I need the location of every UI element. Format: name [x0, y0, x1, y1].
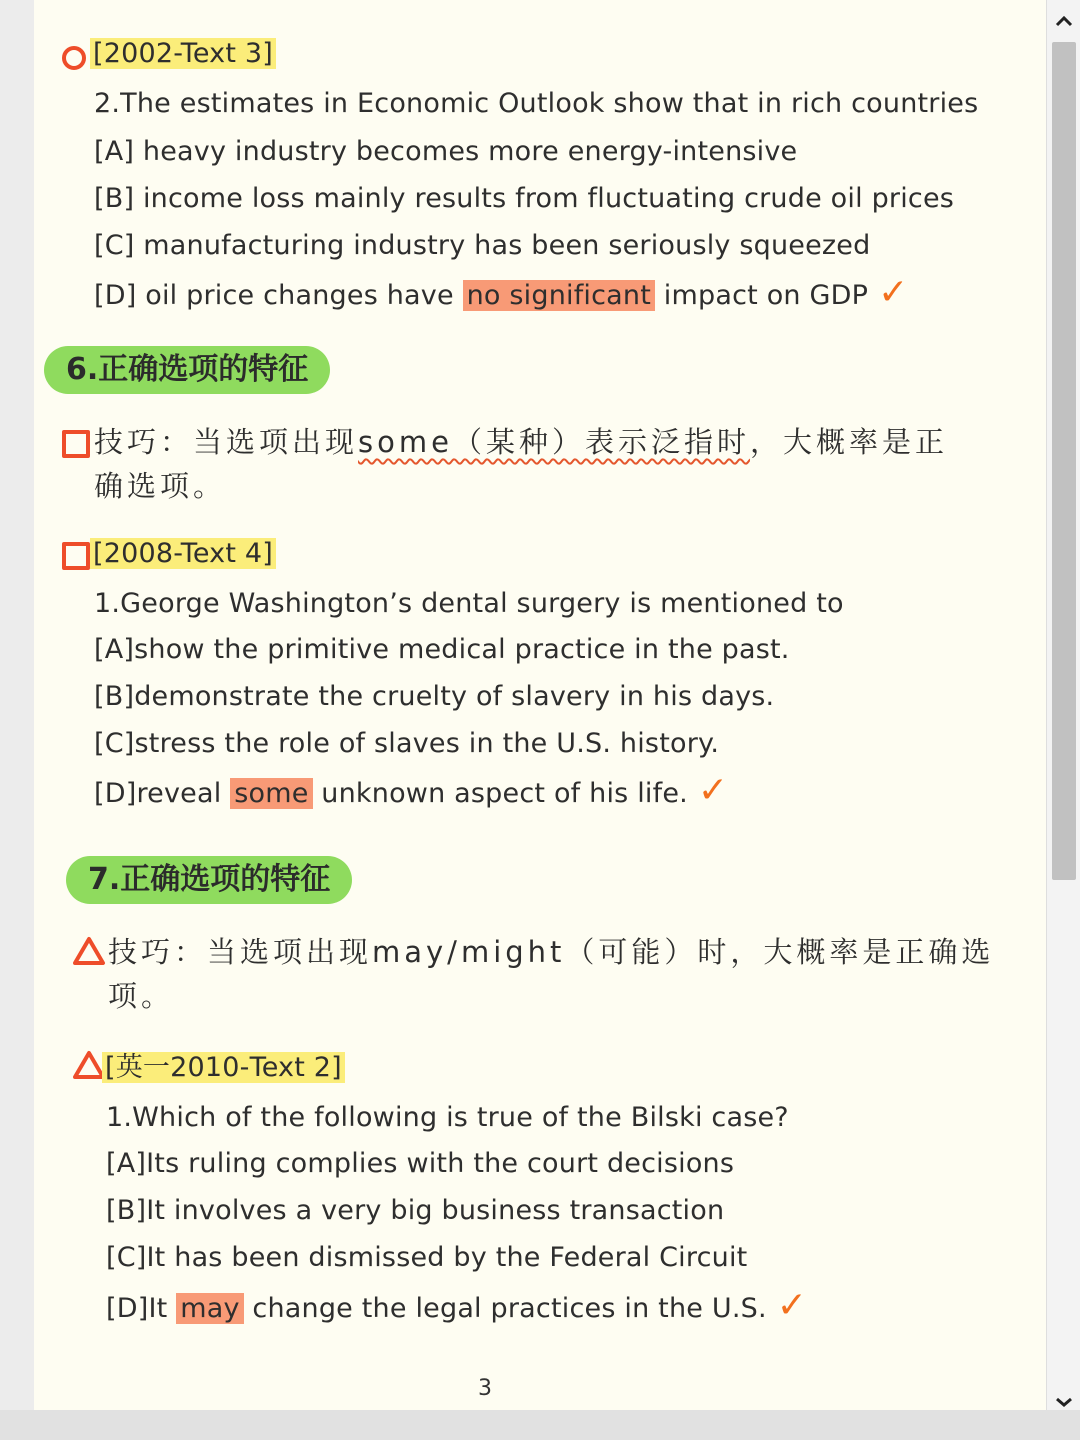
option-d-text: [D]It — [106, 1293, 177, 1324]
option-c: [C] manufacturing industry has been seriously squeezed — [94, 230, 871, 261]
option-a: [A]show the primitive medical practice in the past. — [94, 634, 790, 665]
chevron-up-icon — [1055, 15, 1073, 27]
option-d-text-end: change the legal practices in the U.S. — [243, 1293, 767, 1324]
option-d-text: [D] oil price changes have — [94, 280, 463, 311]
tip-wavy-underline: some（某种）表示泛指时 — [358, 425, 750, 459]
option-d-text-end: unknown aspect of his life. — [312, 778, 688, 809]
option-b: [B]demonstrate the cruelty of slavery in his days. — [94, 681, 775, 712]
option-d-highlight: some — [230, 778, 312, 809]
option-d-highlight: no significant — [463, 280, 655, 311]
scrollbar-thumb[interactable] — [1052, 42, 1076, 880]
triangle-marker-icon — [72, 1050, 106, 1080]
tag-label: [2008-Text 4] — [90, 538, 276, 569]
option-b: [B]It involves a very big business transaction — [106, 1195, 725, 1226]
tip-line-1: 技巧：当选项出现may/might（可能）时，大概率是正确选 — [108, 935, 995, 969]
tip-line-2: 项。 — [108, 979, 175, 1013]
scroll-up-button[interactable] — [1050, 6, 1078, 36]
option-d — [94, 771, 728, 814]
bottom-bar — [0, 1410, 1080, 1440]
section-heading-7: 7.正确选项的特征 — [66, 856, 352, 904]
checkmark-icon: ✓ — [878, 272, 909, 313]
tag-2002-text3 — [90, 34, 276, 74]
option-c: [C]stress the role of slaves in the U.S. history. — [94, 728, 720, 759]
tag-label: [2002-Text 3] — [90, 38, 276, 69]
triangle-marker-icon — [72, 936, 106, 966]
question-text: 2.The estimates in Economic Outlook show that in rich countries — [94, 88, 979, 119]
tip-line-2: 确选项。 — [94, 469, 227, 503]
question-text: 1.George Washington’s dental surgery is mentioned to — [94, 588, 844, 619]
scroll-down-button[interactable] — [1050, 1394, 1078, 1410]
tag-2008-text4 — [90, 534, 276, 574]
option-b: [B] income loss mainly results from fluctuating crude oil prices — [94, 183, 955, 214]
option-a: [A] heavy industry becomes more energy-intensive — [94, 136, 798, 167]
option-d-text-end: impact on GDP — [655, 280, 869, 311]
tip-text: 技巧：当选项出现 — [94, 425, 359, 459]
page-number: 3 — [478, 1376, 492, 1401]
square-marker-icon — [62, 430, 90, 458]
tip-line-1 — [94, 422, 948, 462]
section-heading-6: 6.正确选项的特征 — [44, 346, 330, 394]
circle-marker-icon — [62, 46, 86, 70]
checkmark-icon: ✓ — [697, 770, 729, 811]
checkmark-icon: ✓ — [776, 1285, 808, 1326]
option-d — [94, 273, 908, 316]
chevron-down-icon — [1055, 1397, 1073, 1407]
tag-2010-text2 — [102, 1048, 345, 1088]
square-marker-icon — [62, 542, 90, 570]
tag-label: [英一2010-Text 2] — [102, 1052, 345, 1083]
option-d-text: [D]reveal — [94, 778, 231, 809]
tip-text-end: ，大概率是正 — [749, 425, 948, 459]
option-c: [C]It has been dismissed by the Federal Circuit — [106, 1242, 748, 1273]
option-d — [106, 1286, 807, 1329]
option-a: [A]Its ruling complies with the court decisions — [106, 1148, 735, 1179]
option-d-highlight: may — [176, 1293, 243, 1324]
question-text: 1.Which of the following is true of the Bilski case? — [106, 1102, 789, 1133]
